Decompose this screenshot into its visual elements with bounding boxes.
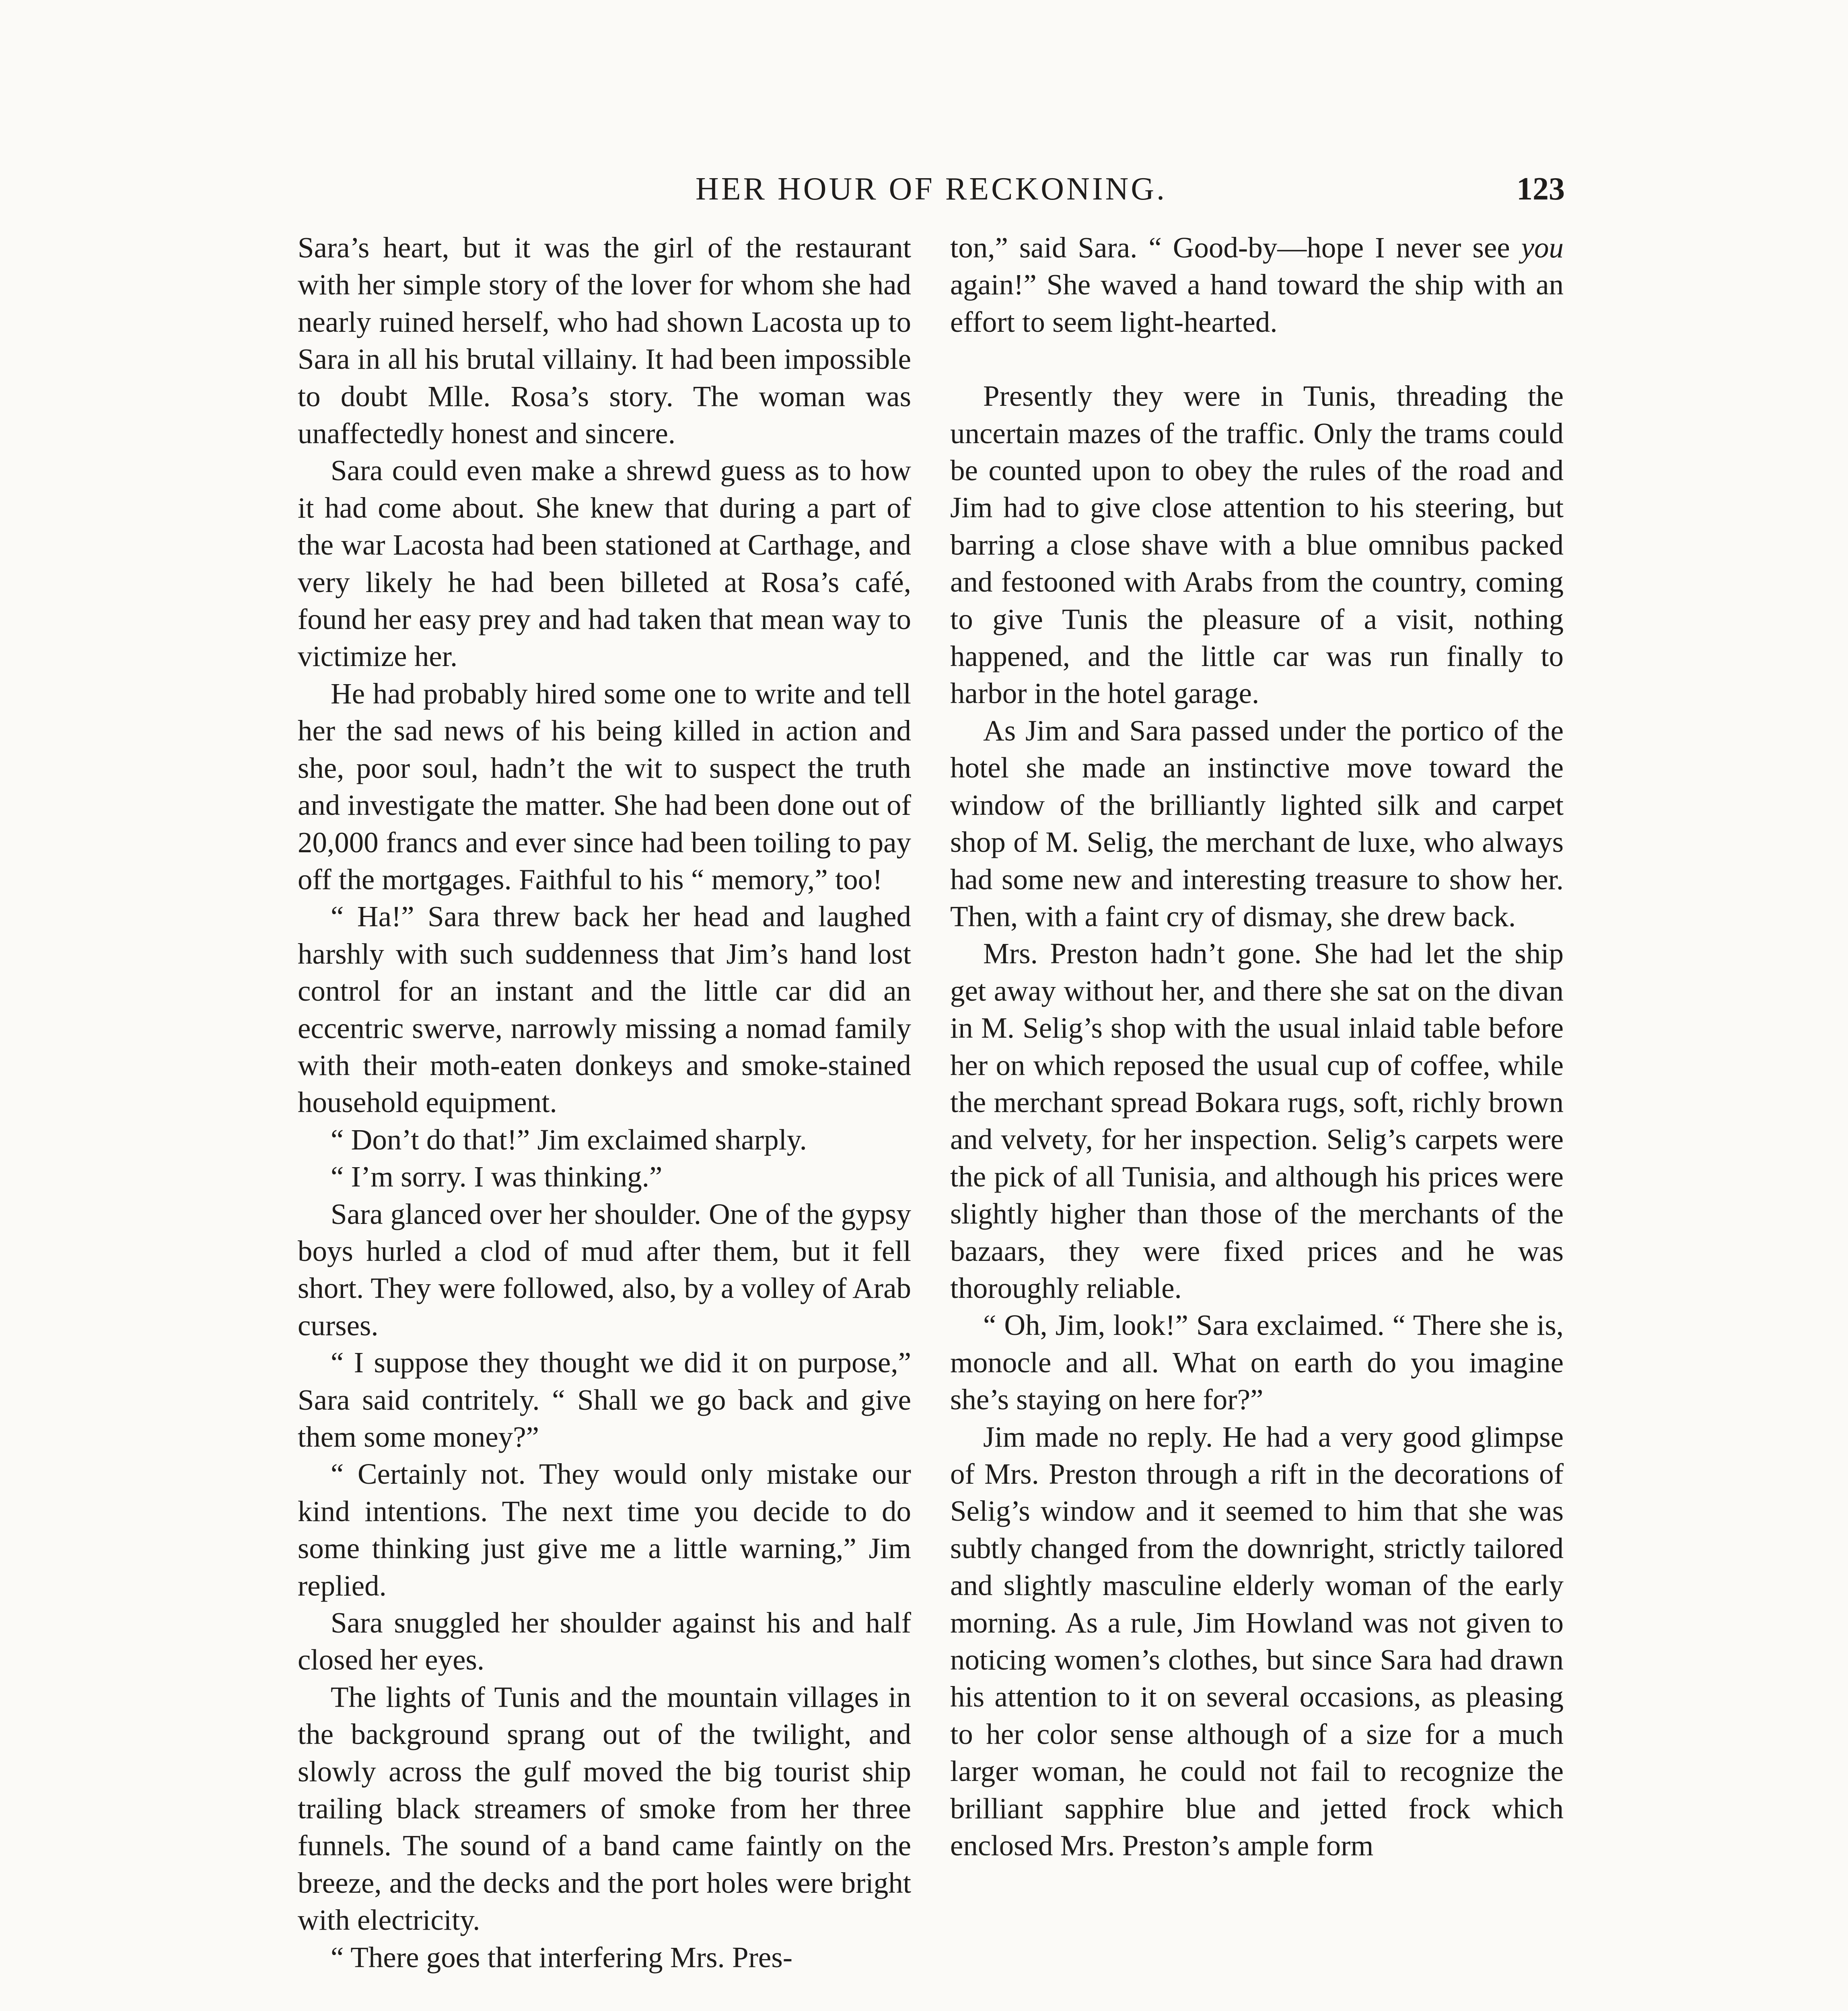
paragraph: “ Don’t do that!” Jim exclaimed sharply. <box>331 1123 807 1156</box>
running-title: HER HOUR OF RECKONING. <box>695 171 1167 207</box>
paragraph: “ I’m sorry. I was thinking.” <box>331 1160 663 1193</box>
text-run: ton,” said Sara. “ Good-by—hope I never see <box>950 231 1521 264</box>
paragraph: “ There goes that interfering Mrs. Pres- <box>331 1941 793 1974</box>
right-column <box>950 229 1564 1864</box>
text-run: again!” She waved a hand toward the ship with an effort to seem light-hearted. <box>950 268 1564 338</box>
paragraph: Presently they were in Tunis, threading the uncertain mazes of the traffic. Only the trams could be counted upon to obey the rules of the road and Jim had to give close attention to his steering, but barring a close shave with a blue omnibus packed and festooned with Arabs from the country, coming to give Tunis the pleasure of a visit, nothing happened, and the little car was run finally to harbor in the hotel garage. <box>950 380 1564 710</box>
paragraph: Mrs. Preston hadn’t gone. She had let the ship get away without her, and there she sat on the divan in M. Selig’s shop with the usual inlaid table before her on which reposed the usual cup of coffee, while the merchant spread Bokara rugs, soft, richly brown and velvety, for her inspection. Selig’s carpets were the pick of all Tunisia, and although his prices were slightly higher than those of the merchants of the bazaars, they were fixed prices and he was thoroughly reliable. <box>950 937 1564 1304</box>
paragraph: He had probably hired some one to write and tell her the sad news of his being killed in action and she, poor soul, hadn’t the wit to suspect the truth and investigate the matter. She had been done out of 20,000 francs and ever since had been toiling to pay off the mortgages. Faithful to his “ memory,” too! <box>298 677 911 896</box>
paragraph: Sara snuggled her shoulder against his and half closed her eyes. <box>298 1606 911 1676</box>
paragraph: Sara glanced over her shoulder. One of the gypsy boys hurled a clod of mud after them, but it fell short. They were followed, also, by a volley of Arab curses. <box>298 1197 911 1342</box>
emphasis: you <box>1521 231 1564 264</box>
paragraph-continued <box>950 229 1564 341</box>
paragraph: The lights of Tunis and the mountain villages in the background sprang out of the twilight, and slowly across the gulf moved the big tourist ship trailing black streamers of smoke from her three funnels. The sound of a band came faintly on the breeze, and the decks and the port holes were bright with electricity. <box>298 1680 911 1937</box>
paragraph: Sara’s heart, but it was the girl of the restaurant with her simple story of the lover for whom she had nearly ruined herself, who had shown Lacosta up to Sara in all his brutal villainy. It had been impossible to doubt Mlle. Rosa’s story. The woman was unaffectedly honest and sincere. <box>298 231 911 450</box>
paragraph: “ I suppose they thought we did it on purpose,” Sara said contritely. “ Shall we go back and give them some money?” <box>298 1346 911 1453</box>
page-number: 123 <box>1517 171 1565 207</box>
paragraph: Jim made no reply. He had a very good glimpse of Mrs. Preston through a rift in the decorations of Selig’s window and it seemed to him that she was subtly changed from the downright, strictly tailored and slightly masculine elderly woman of the early morning. As a rule, Jim Howland was not given to noticing women’s clothes, but since Sara had drawn his attention to it on several occasions, as pleasing to her color sense although of a size for a much larger woman, he could not fail to recognize the brilliant sapphire blue and jetted frock which enclosed Mrs. Preston’s ample form <box>950 1420 1564 1862</box>
running-header <box>298 171 1565 215</box>
left-column <box>298 229 911 1976</box>
paragraph: Sara could even make a shrewd guess as to how it had come about. She knew that during a part of the war Lacosta had been stationed at Carthage, and very likely he had been billeted at Rosa’s café, found her easy prey and had taken that mean way to victimize her. <box>298 454 911 673</box>
paragraph: As Jim and Sara passed under the portico of the hotel she made an instinctive move toward the window of the brilliantly lighted silk and carpet shop of M. Selig, the merchant de luxe, who always had some new and interesting treasure to show her. Then, with a faint cry of dismay, she drew back. <box>950 714 1564 933</box>
paragraph: “ Certainly not. They would only mistake our kind intentions. The next time you decide to do some thinking just give me a little warning,” Jim replied. <box>298 1458 911 1602</box>
paragraph: “ Ha!” Sara threw back her head and laughed harshly with such suddenness that Jim’s hand lost control for an instant and the little car did an eccentric swerve, narrowly missing a nomad family with their moth-eaten donkeys and smoke-stained household equipment. <box>298 900 911 1119</box>
paragraph: “ Oh, Jim, look!” Sara exclaimed. “ There she is, monocle and all. What on earth do you imagine she’s staying on here for?” <box>950 1309 1564 1416</box>
